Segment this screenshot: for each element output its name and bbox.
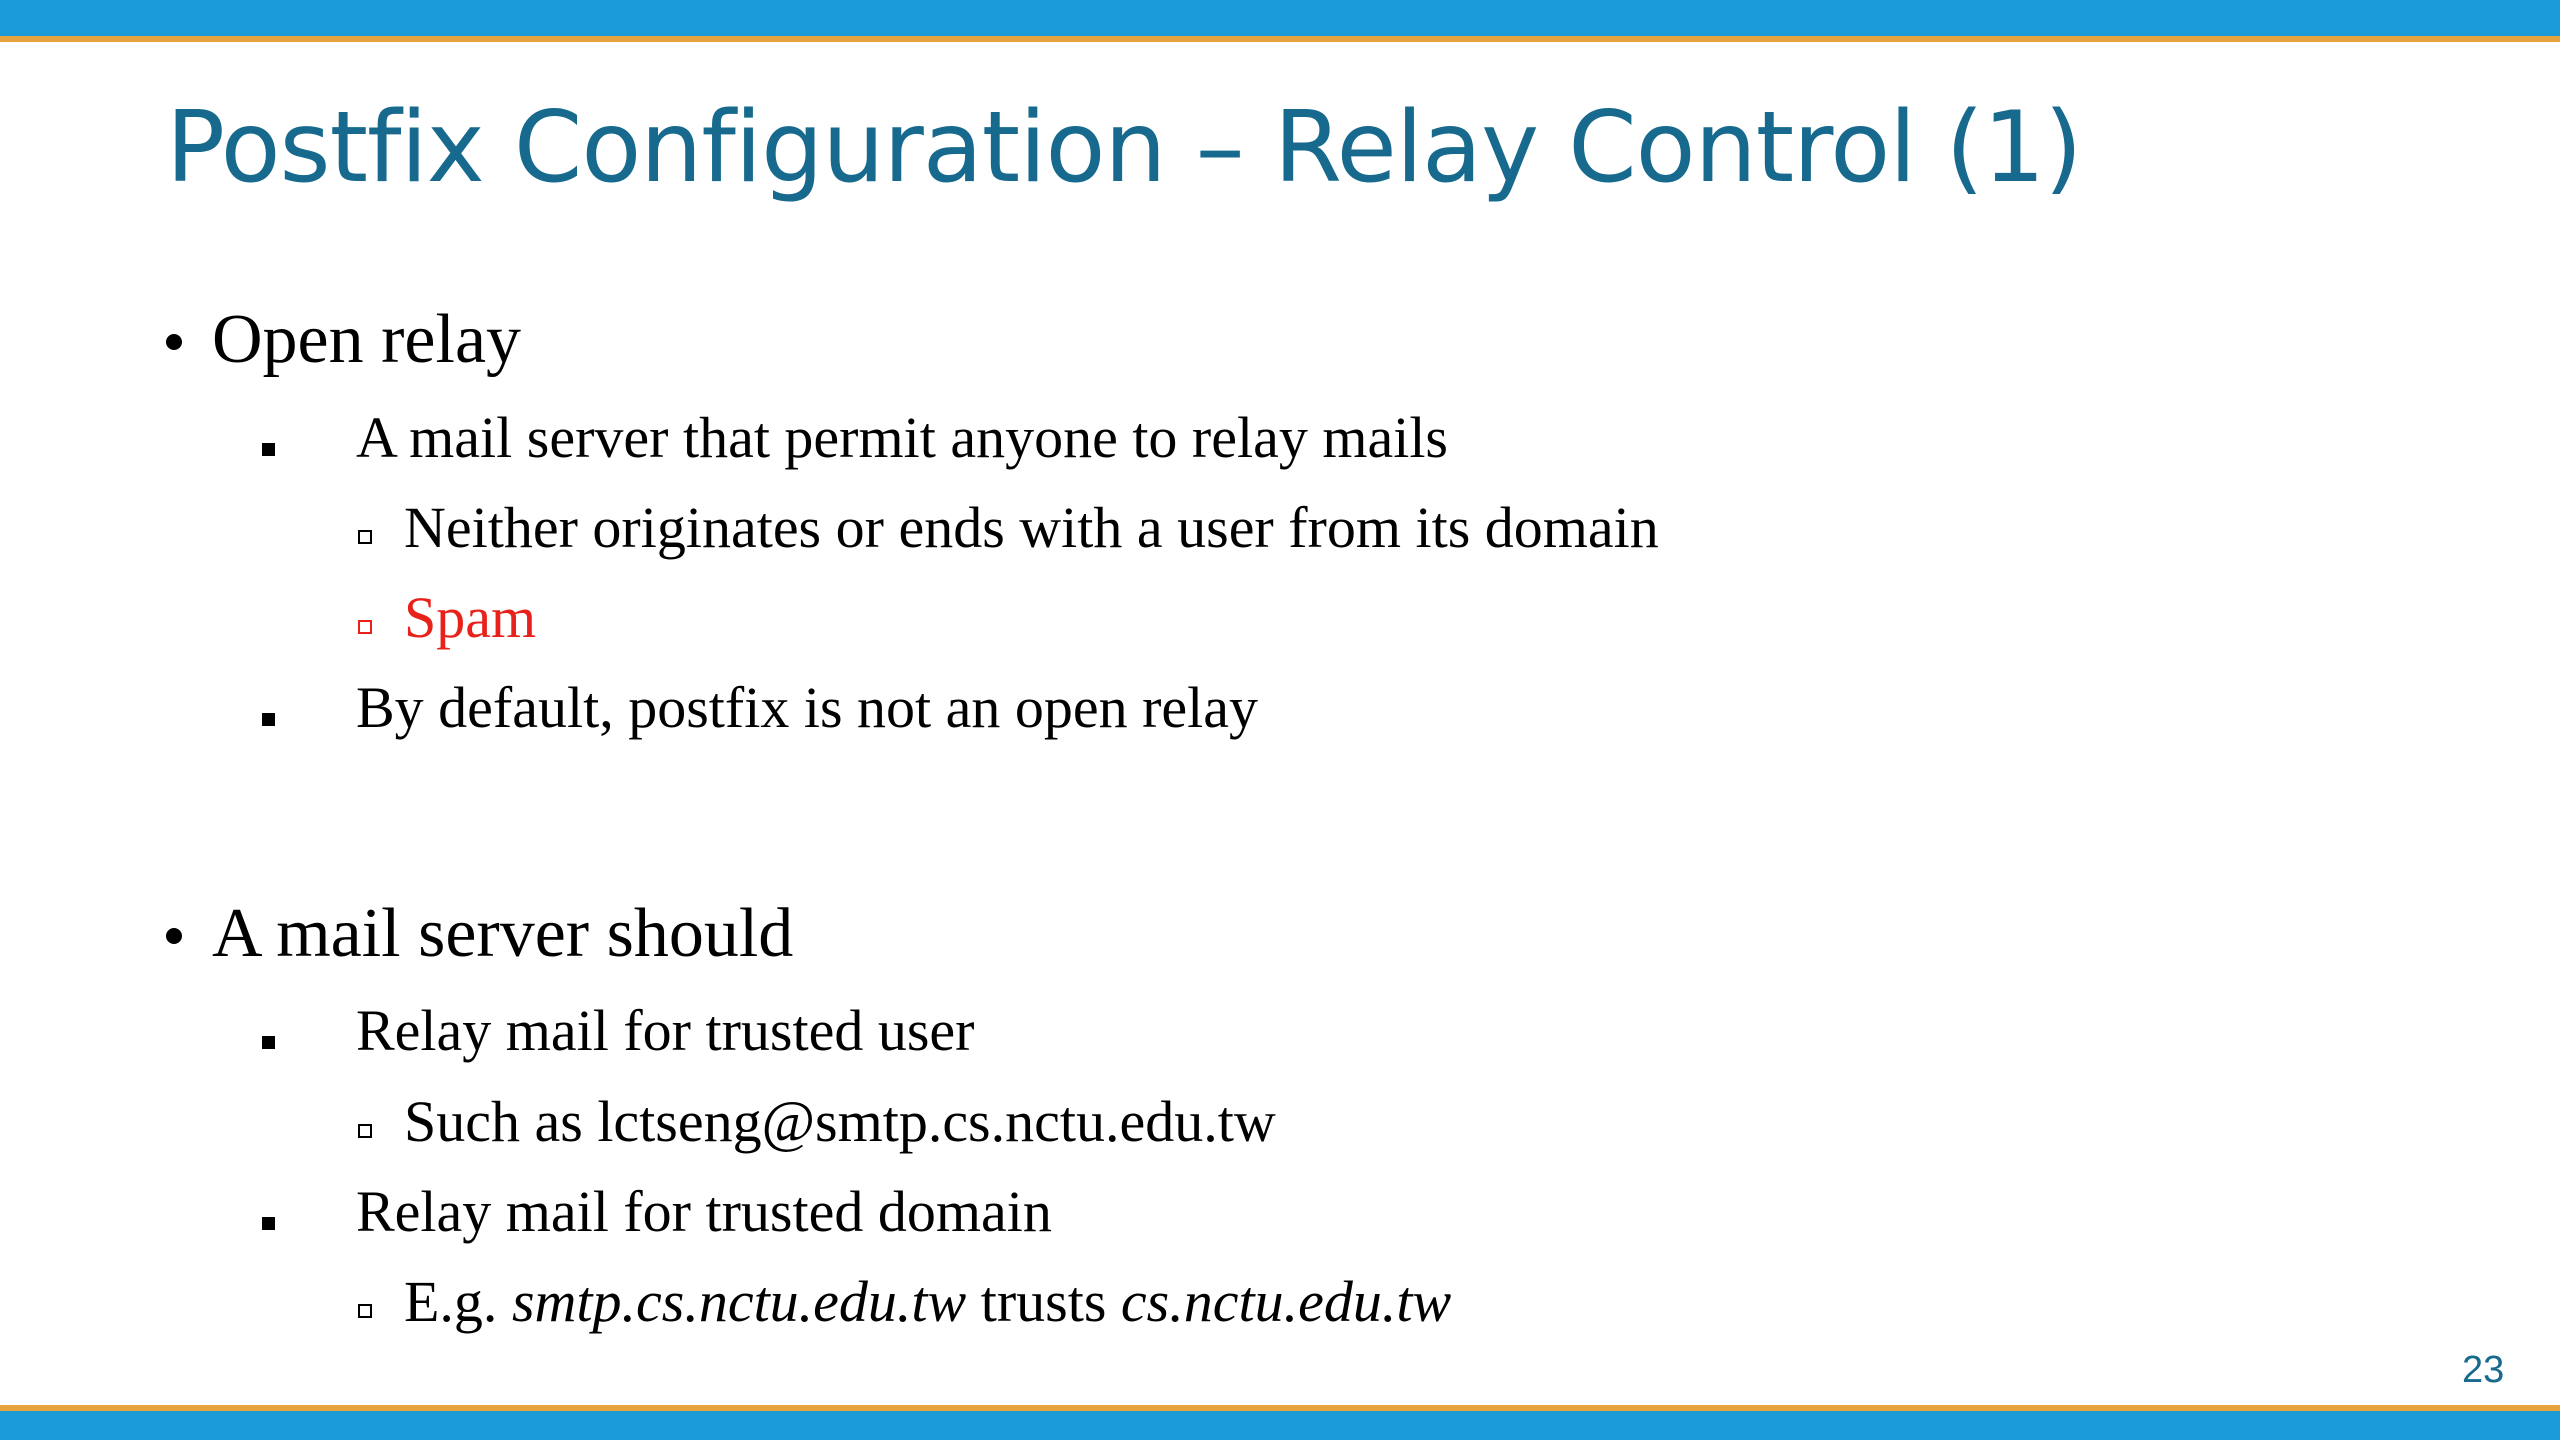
heading-mail-server-should: A mail server should	[212, 895, 794, 972]
item-not-open-relay: By default, postfix is not an open relay	[356, 675, 1259, 740]
top-accent-line	[0, 36, 2560, 42]
bullet-square-icon	[262, 443, 275, 456]
bottom-bar	[0, 1411, 2560, 1440]
bullet-hollow-square-icon	[358, 1304, 372, 1318]
example-domain: cs.nctu.edu.tw	[1120, 1269, 1452, 1334]
top-bar	[0, 0, 2560, 36]
item-trusted-domain: Relay mail for trusted domain	[356, 1179, 1052, 1244]
item-permit-anyone: A mail server that permit anyone to relay mails	[356, 405, 1449, 470]
page-number: 23	[2462, 1349, 2505, 1391]
example-middle: trusts	[966, 1269, 1121, 1334]
bullet-hollow-square-icon	[358, 1124, 372, 1138]
example-prefix: E.g.	[404, 1269, 512, 1334]
bullet-hollow-square-icon	[358, 620, 372, 634]
bullet-square-icon	[262, 1217, 275, 1230]
example-host: smtp.cs.nctu.edu.tw	[511, 1269, 967, 1334]
bullet-hollow-square-icon	[358, 530, 372, 544]
item-example	[404, 1262, 1451, 1342]
bullet-dot-icon	[166, 928, 182, 944]
heading-open-relay: Open relay	[212, 301, 522, 378]
bullet-dot-icon	[166, 334, 182, 350]
slide-title: Postfix Configuration – Relay Control (1)	[166, 91, 2082, 205]
item-trusted-user: Relay mail for trusted user	[356, 998, 975, 1063]
item-spam: Spam	[404, 585, 537, 650]
bullet-square-icon	[262, 1036, 275, 1049]
bullet-square-icon	[262, 713, 275, 726]
item-such-as: Such as lctseng@smtp.cs.nctu.edu.tw	[404, 1089, 1276, 1154]
item-neither-originates: Neither originates or ends with a user from its domain	[404, 495, 1659, 560]
